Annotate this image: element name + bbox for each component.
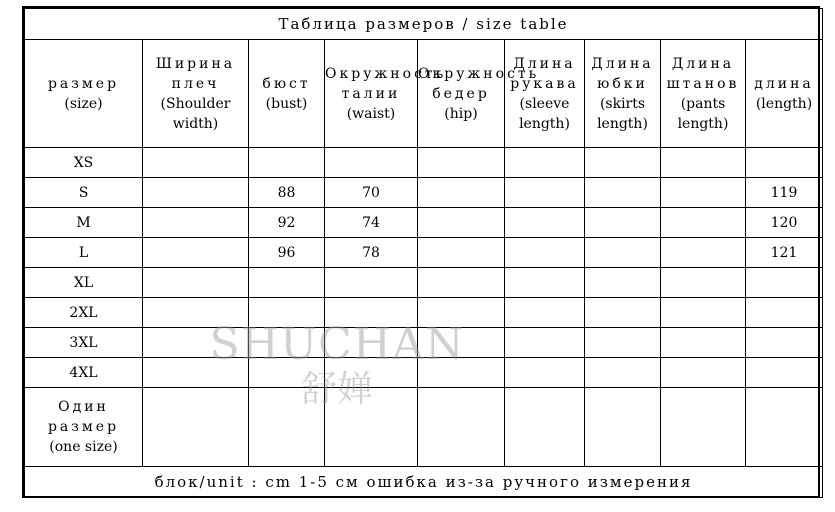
header-cell: [143, 40, 249, 148]
header-label-en: (skirts length): [597, 95, 648, 132]
header-label-en: (bust): [265, 95, 308, 112]
value-cell: [249, 268, 325, 298]
header-label-ru: Окружность талии: [325, 65, 447, 102]
value-cell: [661, 148, 746, 178]
header-label-en: (length): [755, 95, 813, 112]
header-label-ru: Длина штанов: [666, 55, 740, 92]
value-cell: [585, 208, 661, 238]
value-cell: [143, 268, 249, 298]
header-label-ru: Длина рукава: [510, 55, 579, 92]
value-cell: [418, 238, 505, 268]
value-cell: [505, 358, 585, 388]
value-cell: [661, 268, 746, 298]
header-row: [25, 40, 823, 148]
watermark-brand-chinese: 舒婵: [300, 369, 373, 410]
value-cell: 88: [249, 178, 325, 208]
header-label-ru: Длина юбки: [591, 55, 654, 92]
table-row: [25, 238, 823, 268]
table-row: [25, 268, 823, 298]
value-cell: [325, 358, 418, 388]
value-cell: [661, 298, 746, 328]
header-label-en: (sleeve length): [519, 95, 570, 132]
header-cell: [249, 40, 325, 148]
value-cell: 92: [249, 208, 325, 238]
value-cell: [585, 268, 661, 298]
value-cell: [143, 388, 249, 467]
value-cell: [505, 178, 585, 208]
value-cell: [585, 328, 661, 358]
size-cell-one-size: [25, 388, 143, 467]
value-cell: [325, 388, 418, 467]
size-cell: M: [25, 208, 143, 238]
header-cell: [746, 40, 823, 148]
value-cell: 74: [325, 208, 418, 238]
value-cell: [661, 238, 746, 268]
value-cell: [249, 388, 325, 467]
size-table-sheet: [22, 6, 820, 498]
header-label-ru: Окружность бедер: [418, 65, 540, 102]
value-cell: [661, 388, 746, 467]
table-row: [25, 208, 823, 238]
header-label-en: (Shoulder width): [160, 95, 231, 132]
size-cell: 3XL: [25, 328, 143, 358]
value-cell: [249, 148, 325, 178]
one-size-row: [25, 388, 823, 467]
value-cell: 70: [325, 178, 418, 208]
value-cell: [585, 388, 661, 467]
value-cell: [585, 238, 661, 268]
value-cell: [661, 328, 746, 358]
header-label-ru: длина: [754, 75, 814, 92]
value-cell: 121: [746, 238, 823, 268]
value-cell: [505, 208, 585, 238]
table-row: [25, 148, 823, 178]
value-cell: [505, 148, 585, 178]
value-cell: [325, 268, 418, 298]
value-cell: [505, 238, 585, 268]
size-cell: S: [25, 178, 143, 208]
value-cell: [143, 208, 249, 238]
value-cell: 78: [325, 238, 418, 268]
value-cell: [249, 298, 325, 328]
value-cell: [585, 298, 661, 328]
value-cell: [143, 178, 249, 208]
header-cell: [585, 40, 661, 148]
value-cell: [585, 178, 661, 208]
watermark-brand-latin: SHUCHAN: [209, 319, 465, 370]
value-cell: [249, 358, 325, 388]
value-cell: [418, 148, 505, 178]
size-cell: XS: [25, 148, 143, 178]
value-cell: [746, 388, 823, 467]
table-footer: блок/unit : cm 1-5 см ошибка из-за ручного измерения: [25, 467, 823, 498]
value-cell: [585, 358, 661, 388]
size-cell: 2XL: [25, 298, 143, 328]
value-cell: [585, 148, 661, 178]
header-label-ru: Ширина плеч: [155, 55, 236, 92]
header-label-en: (pants length): [677, 95, 729, 132]
value-cell: [505, 328, 585, 358]
header-label-ru: бюст: [262, 75, 311, 92]
header-cell: [505, 40, 585, 148]
value-cell: [325, 148, 418, 178]
value-cell: [143, 298, 249, 328]
value-cell: [661, 178, 746, 208]
value-cell: 96: [249, 238, 325, 268]
value-cell: [143, 148, 249, 178]
header-label-en: (size): [64, 95, 103, 112]
value-cell: [746, 298, 823, 328]
header-cell: [418, 40, 540, 148]
one-size-label-ru: Один размер: [47, 399, 120, 435]
header-label-en: (hip): [444, 105, 478, 122]
header-label-en: (waist): [346, 105, 396, 122]
value-cell: [418, 328, 505, 358]
value-cell: 119: [746, 178, 823, 208]
value-cell: [505, 388, 585, 467]
value-cell: [505, 298, 585, 328]
header-cell: [661, 40, 746, 148]
value-cell: [143, 238, 249, 268]
value-cell: [418, 178, 505, 208]
value-cell: [746, 328, 823, 358]
value-cell: [746, 268, 823, 298]
value-cell: [418, 208, 505, 238]
value-cell: [661, 208, 746, 238]
value-cell: [418, 268, 505, 298]
value-cell: [418, 358, 505, 388]
value-cell: [325, 298, 418, 328]
size-table: [24, 8, 823, 498]
table-row: [25, 358, 823, 388]
value-cell: [746, 148, 823, 178]
header-cell: [25, 40, 143, 148]
header-label-ru: размер: [47, 75, 120, 92]
header-cell: [325, 40, 447, 148]
value-cell: [143, 328, 249, 358]
table-row: [25, 178, 823, 208]
value-cell: 120: [746, 208, 823, 238]
value-cell: [325, 328, 418, 358]
value-cell: [418, 298, 505, 328]
value-cell: [143, 358, 249, 388]
table-row: [25, 298, 823, 328]
size-cell: 4XL: [25, 358, 143, 388]
table-row: [25, 328, 823, 358]
value-cell: [249, 328, 325, 358]
value-cell: [746, 358, 823, 388]
value-cell: [505, 268, 585, 298]
value-cell: [661, 358, 746, 388]
value-cell: [418, 388, 505, 467]
size-cell: XL: [25, 268, 143, 298]
size-cell: L: [25, 238, 143, 268]
one-size-label-en: (one size): [49, 439, 118, 455]
table-title: Таблица размеров / size table: [25, 9, 823, 40]
